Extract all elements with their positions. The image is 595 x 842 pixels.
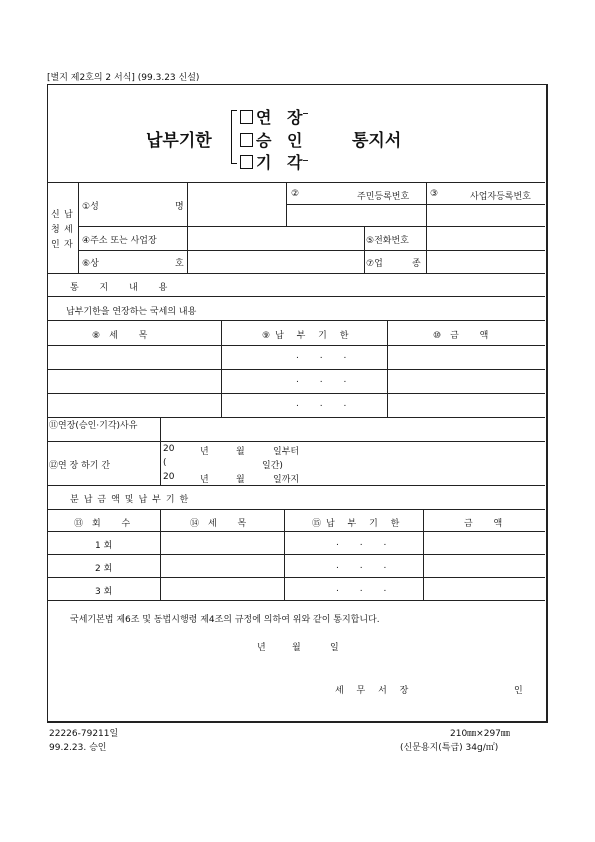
business-label: 사업자등록번호 [470,192,531,202]
install-date-3: . . . [336,584,396,594]
signer-title: 세 무 서 장 [335,686,414,696]
install-header-amount: 금 액 [464,519,512,529]
tax-date-2: . . . [296,375,356,385]
install-row-1-label: 1 회 [95,541,113,551]
date-month: 월 [292,643,301,653]
title-option-reject-tail: 각 [287,153,303,172]
period-to-year-prefix: 20 [163,472,175,482]
title-bracket [231,110,237,164]
seal-mark: 인 [514,686,523,696]
name-label-tail: 명 [175,202,184,212]
footer-code: 22226-79211일 [49,729,119,739]
tax-header-due: ⑨납 부 기 한 [262,331,354,341]
period-from-day: 일부터 [273,447,300,457]
checkbox-reject [240,155,253,169]
phone-label: ⑤전화번호 [366,236,409,246]
install-row-2-label: 2 회 [95,564,113,574]
title-option-reject: 기 [240,150,271,162]
period-from-year-prefix: 20 [163,444,175,454]
title-suffix: 통지서 [352,131,402,151]
period-days-close: 일간) [262,461,283,471]
address-label: ④주소 또는 사업장 [82,236,157,246]
install-header-due: ⑮납 부 기 한 [312,519,405,529]
resident-num: ② [291,189,300,199]
title-option-extend: 연 [240,105,271,128]
trade-label-tail: 호 [175,259,184,269]
tax-header-amount: ⑩금 액 [433,331,498,341]
date-day: 일 [330,643,339,653]
period-label: ⑫연 장 하기 간 [49,461,111,471]
tax-date-3: . . . [296,399,356,409]
title-option-extend-tail: 장 [287,108,303,127]
installment-section-title: 분납금액및납부기한 [70,495,194,505]
install-date-2: . . . [336,561,396,571]
period-to-day: 일까지 [273,475,300,485]
footer-approval: 99.2.23. 승인 [49,743,107,753]
industry-label-tail: 종 [412,259,421,269]
industry-label: ⑦업 [366,259,383,269]
reason-label: ⑪연장(승인·기각)사유 [49,421,138,431]
date-year: 년 [257,643,266,653]
name-label: ①성 [82,202,99,212]
checkbox-approve [240,133,253,147]
title-option-approve: 승 [240,128,271,151]
tax-section-title: 납부기한을 연장하는 국세의 내용 [66,307,197,317]
period-to-year: 년 [200,475,209,485]
footer-paper: (신문용지(특급) 34g/㎡) [400,743,499,753]
period-to-month: 월 [236,475,245,485]
business-num: ③ [430,189,439,199]
statement-text: 국세기본법 제6조 및 동법시행령 제4조의 규정에 의하여 위와 같이 통지합니다. [70,615,380,625]
footer-size: 210㎜×297㎜ [450,729,510,739]
tax-date-1: . . . [296,351,356,361]
notice-section-title: 통 지 내 용 [70,283,177,293]
period-from-year: 년 [200,447,209,457]
side-label-col2: 납 세 자 [64,210,73,250]
period-from-month: 월 [236,447,245,457]
header-note: [별지 제2호의 2 서식] (99.3.23 신설) [47,73,200,83]
install-header-count: ⑬회 수 [74,519,140,529]
install-row-3-label: 3 회 [95,587,113,597]
checkbox-extend [240,110,253,124]
trade-label: ⑥상 [82,259,99,269]
install-date-1: . . . [336,538,396,548]
side-label-col1: 신 청 인 [51,210,60,250]
install-header-item: ⑭세 목 [190,519,256,529]
tax-header-item: ⑧세 목 [92,331,157,341]
resident-label: 주민등록번호 [357,192,410,202]
title-option-approve-tail: 인 [287,131,303,150]
period-days-open: ( [163,458,167,468]
form-title: 납부기한 [146,131,212,151]
